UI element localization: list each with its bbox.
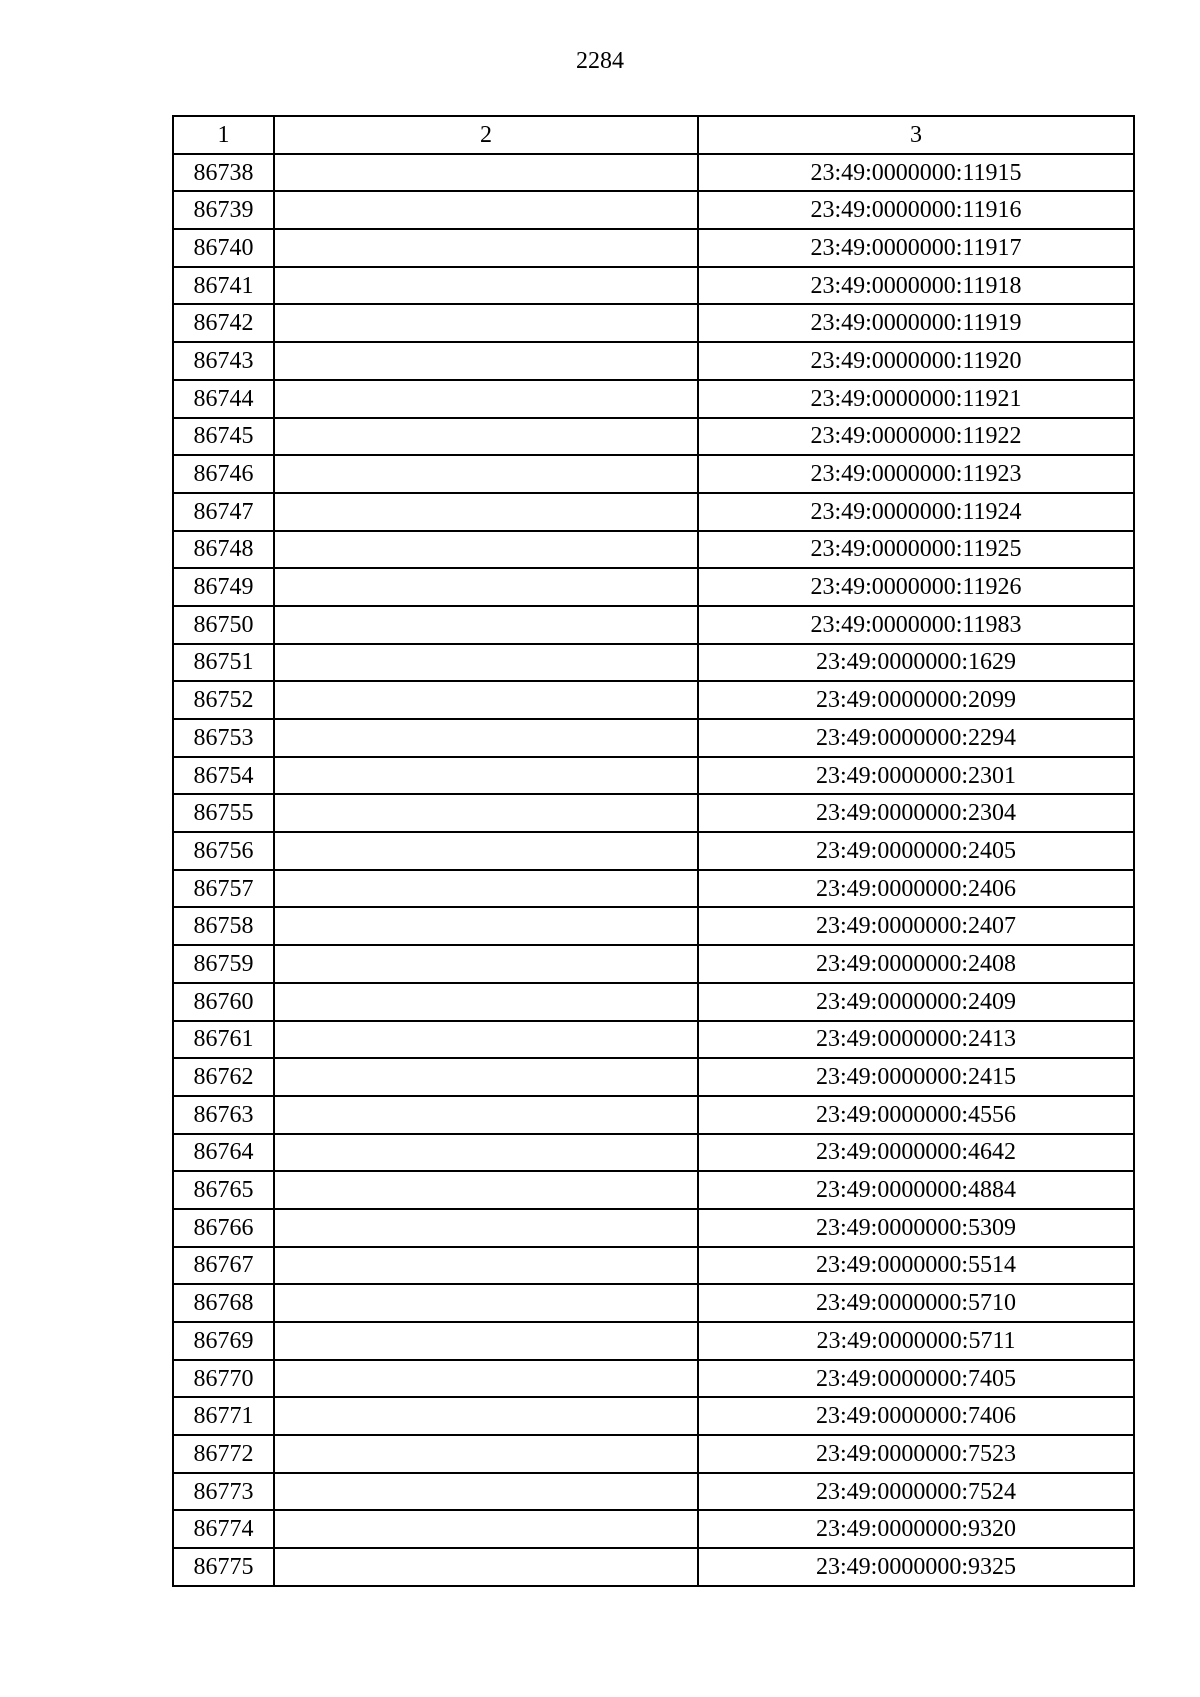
table-row [173,983,1134,1021]
table-cell-col-2 [274,154,698,192]
table-row [173,945,1134,983]
table-cell-col-2 [274,832,698,870]
table-cell-col-1: 86741 [173,267,274,305]
table-row [173,531,1134,569]
table-row [173,1397,1134,1435]
table-cell-col-3: 23:49:0000000:11915 [698,154,1134,192]
table-cell-col-3: 23:49:0000000:4556 [698,1096,1134,1134]
table-body [173,154,1134,1586]
table-cell-col-1: 86771 [173,1397,274,1435]
table-row [173,267,1134,305]
table-cell-col-2 [274,1171,698,1209]
table-cell-col-1: 86742 [173,304,274,342]
table-header-row [173,116,1134,154]
table-cell-col-3: 23:49:0000000:7406 [698,1397,1134,1435]
table-cell-col-2 [274,945,698,983]
table-row [173,568,1134,606]
table-cell-col-1: 86758 [173,907,274,945]
table-row [173,1548,1134,1586]
table-row [173,1096,1134,1134]
table-row [173,794,1134,832]
table-row [173,1247,1134,1285]
table-cell-col-3: 23:49:0000000:2406 [698,870,1134,908]
table-row [173,606,1134,644]
table-cell-col-3: 23:49:0000000:2407 [698,907,1134,945]
table-cell-col-1: 86739 [173,191,274,229]
table-cell-col-2 [274,568,698,606]
table-cell-col-2 [274,342,698,380]
table-cell-col-2 [274,418,698,456]
table-row [173,1284,1134,1322]
table-cell-col-2 [274,531,698,569]
table-cell-col-2 [274,1435,698,1473]
table-cell-col-2 [274,983,698,1021]
table-cell-col-1: 86744 [173,380,274,418]
table-cell-col-2 [274,1284,698,1322]
table-cell-col-2 [274,1473,698,1511]
table-row [173,870,1134,908]
table-row [173,304,1134,342]
table-cell-col-3: 23:49:0000000:2415 [698,1058,1134,1096]
table-cell-col-3: 23:49:0000000:11924 [698,493,1134,531]
table-cell-col-1: 86767 [173,1247,274,1285]
table-cell-col-3: 23:49:0000000:5514 [698,1247,1134,1285]
table-row [173,342,1134,380]
column-header-1: 1 [173,116,274,154]
table-cell-col-3: 23:49:0000000:2304 [698,794,1134,832]
table-cell-col-3: 23:49:0000000:7523 [698,1435,1134,1473]
table-row [173,191,1134,229]
table-cell-col-1: 86750 [173,606,274,644]
table-cell-col-1: 86774 [173,1510,274,1548]
table-cell-col-2 [274,267,698,305]
table-row [173,1171,1134,1209]
table-cell-col-3: 23:49:0000000:11917 [698,229,1134,267]
table-row [173,493,1134,531]
table-cell-col-3: 23:49:0000000:2294 [698,719,1134,757]
table-cell-col-1: 86761 [173,1021,274,1059]
page-number: 2284 [576,48,624,74]
table-cell-col-3: 23:49:0000000:5710 [698,1284,1134,1322]
column-header-3: 3 [698,116,1134,154]
table-row [173,1360,1134,1398]
table-cell-col-2 [274,606,698,644]
table-cell-col-1: 86738 [173,154,274,192]
table-cell-col-3: 23:49:0000000:11916 [698,191,1134,229]
table-cell-col-2 [274,719,698,757]
table-cell-col-1: 86773 [173,1473,274,1511]
table-row [173,1435,1134,1473]
table-cell-col-1: 86748 [173,531,274,569]
table-cell-col-2 [274,1058,698,1096]
table-cell-col-2 [274,870,698,908]
table-cell-col-1: 86747 [173,493,274,531]
table-cell-col-1: 86740 [173,229,274,267]
table-cell-col-2 [274,1548,698,1586]
table-cell-col-3: 23:49:0000000:11983 [698,606,1134,644]
table-cell-col-3: 23:49:0000000:11919 [698,304,1134,342]
table-row [173,380,1134,418]
table-cell-col-2 [274,1134,698,1172]
table-cell-col-2 [274,681,698,719]
table-row [173,1021,1134,1059]
table-cell-col-3: 23:49:0000000:11925 [698,531,1134,569]
table-cell-col-3: 23:49:0000000:9325 [698,1548,1134,1586]
table-row [173,229,1134,267]
table-cell-col-2 [274,757,698,795]
table-cell-col-3: 23:49:0000000:11920 [698,342,1134,380]
table-cell-col-3: 23:49:0000000:2408 [698,945,1134,983]
table-cell-col-2 [274,493,698,531]
table-cell-col-1: 86764 [173,1134,274,1172]
table-cell-col-1: 86749 [173,568,274,606]
table-cell-col-3: 23:49:0000000:4884 [698,1171,1134,1209]
table-row [173,757,1134,795]
table-cell-col-2 [274,304,698,342]
table-cell-col-1: 86770 [173,1360,274,1398]
table-cell-col-2 [274,455,698,493]
table-row [173,719,1134,757]
table-cell-col-1: 86759 [173,945,274,983]
table-cell-col-2 [274,1209,698,1247]
table-row [173,1209,1134,1247]
column-header-2: 2 [274,116,698,154]
table-cell-col-3: 23:49:0000000:4642 [698,1134,1134,1172]
table-cell-col-3: 23:49:0000000:11926 [698,568,1134,606]
table-cell-col-1: 86760 [173,983,274,1021]
table-cell-col-1: 86766 [173,1209,274,1247]
table-cell-col-2 [274,1360,698,1398]
table-cell-col-3: 23:49:0000000:2409 [698,983,1134,1021]
table-row [173,644,1134,682]
table-cell-col-1: 86763 [173,1096,274,1134]
table-cell-col-1: 86753 [173,719,274,757]
table-cell-col-1: 86775 [173,1548,274,1586]
table-cell-col-3: 23:49:0000000:9320 [698,1510,1134,1548]
table-row [173,1473,1134,1511]
table-cell-col-2 [274,794,698,832]
table-cell-col-3: 23:49:0000000:2413 [698,1021,1134,1059]
table-cell-col-3: 23:49:0000000:2301 [698,757,1134,795]
table-cell-col-2 [274,1021,698,1059]
table-cell-col-1: 86757 [173,870,274,908]
table-cell-col-1: 86769 [173,1322,274,1360]
table-cell-col-3: 23:49:0000000:5309 [698,1209,1134,1247]
table-row [173,1322,1134,1360]
table-cell-col-3: 23:49:0000000:2405 [698,832,1134,870]
table-cell-col-2 [274,1096,698,1134]
table-cell-col-1: 86745 [173,418,274,456]
table-row [173,154,1134,192]
data-table [172,115,1135,1587]
table-cell-col-1: 86768 [173,1284,274,1322]
table-cell-col-3: 23:49:0000000:5711 [698,1322,1134,1360]
table-cell-col-3: 23:49:0000000:2099 [698,681,1134,719]
table-cell-col-1: 86751 [173,644,274,682]
table-cell-col-2 [274,1247,698,1285]
table-cell-col-1: 86746 [173,455,274,493]
table-cell-col-2 [274,380,698,418]
table-cell-col-2 [274,191,698,229]
table-cell-col-2 [274,1322,698,1360]
table-cell-col-1: 86743 [173,342,274,380]
table-cell-col-1: 86754 [173,757,274,795]
table-row [173,1510,1134,1548]
table-cell-col-2 [274,1510,698,1548]
table-row [173,1134,1134,1172]
table-row [173,455,1134,493]
table-cell-col-2 [274,644,698,682]
table-row [173,418,1134,456]
table-cell-col-1: 86765 [173,1171,274,1209]
table-cell-col-3: 23:49:0000000:11922 [698,418,1134,456]
table-cell-col-2 [274,1397,698,1435]
table-cell-col-3: 23:49:0000000:1629 [698,644,1134,682]
table-cell-col-3: 23:49:0000000:11921 [698,380,1134,418]
table-row [173,1058,1134,1096]
table-row [173,681,1134,719]
table-row [173,832,1134,870]
table-cell-col-3: 23:49:0000000:7405 [698,1360,1134,1398]
table-cell-col-3: 23:49:0000000:7524 [698,1473,1134,1511]
table-cell-col-3: 23:49:0000000:11918 [698,267,1134,305]
table-cell-col-2 [274,907,698,945]
table-cell-col-1: 86772 [173,1435,274,1473]
table-cell-col-1: 86762 [173,1058,274,1096]
table-cell-col-2 [274,229,698,267]
table-cell-col-1: 86752 [173,681,274,719]
table-cell-col-1: 86755 [173,794,274,832]
table-cell-col-3: 23:49:0000000:11923 [698,455,1134,493]
table-cell-col-1: 86756 [173,832,274,870]
table-row [173,907,1134,945]
